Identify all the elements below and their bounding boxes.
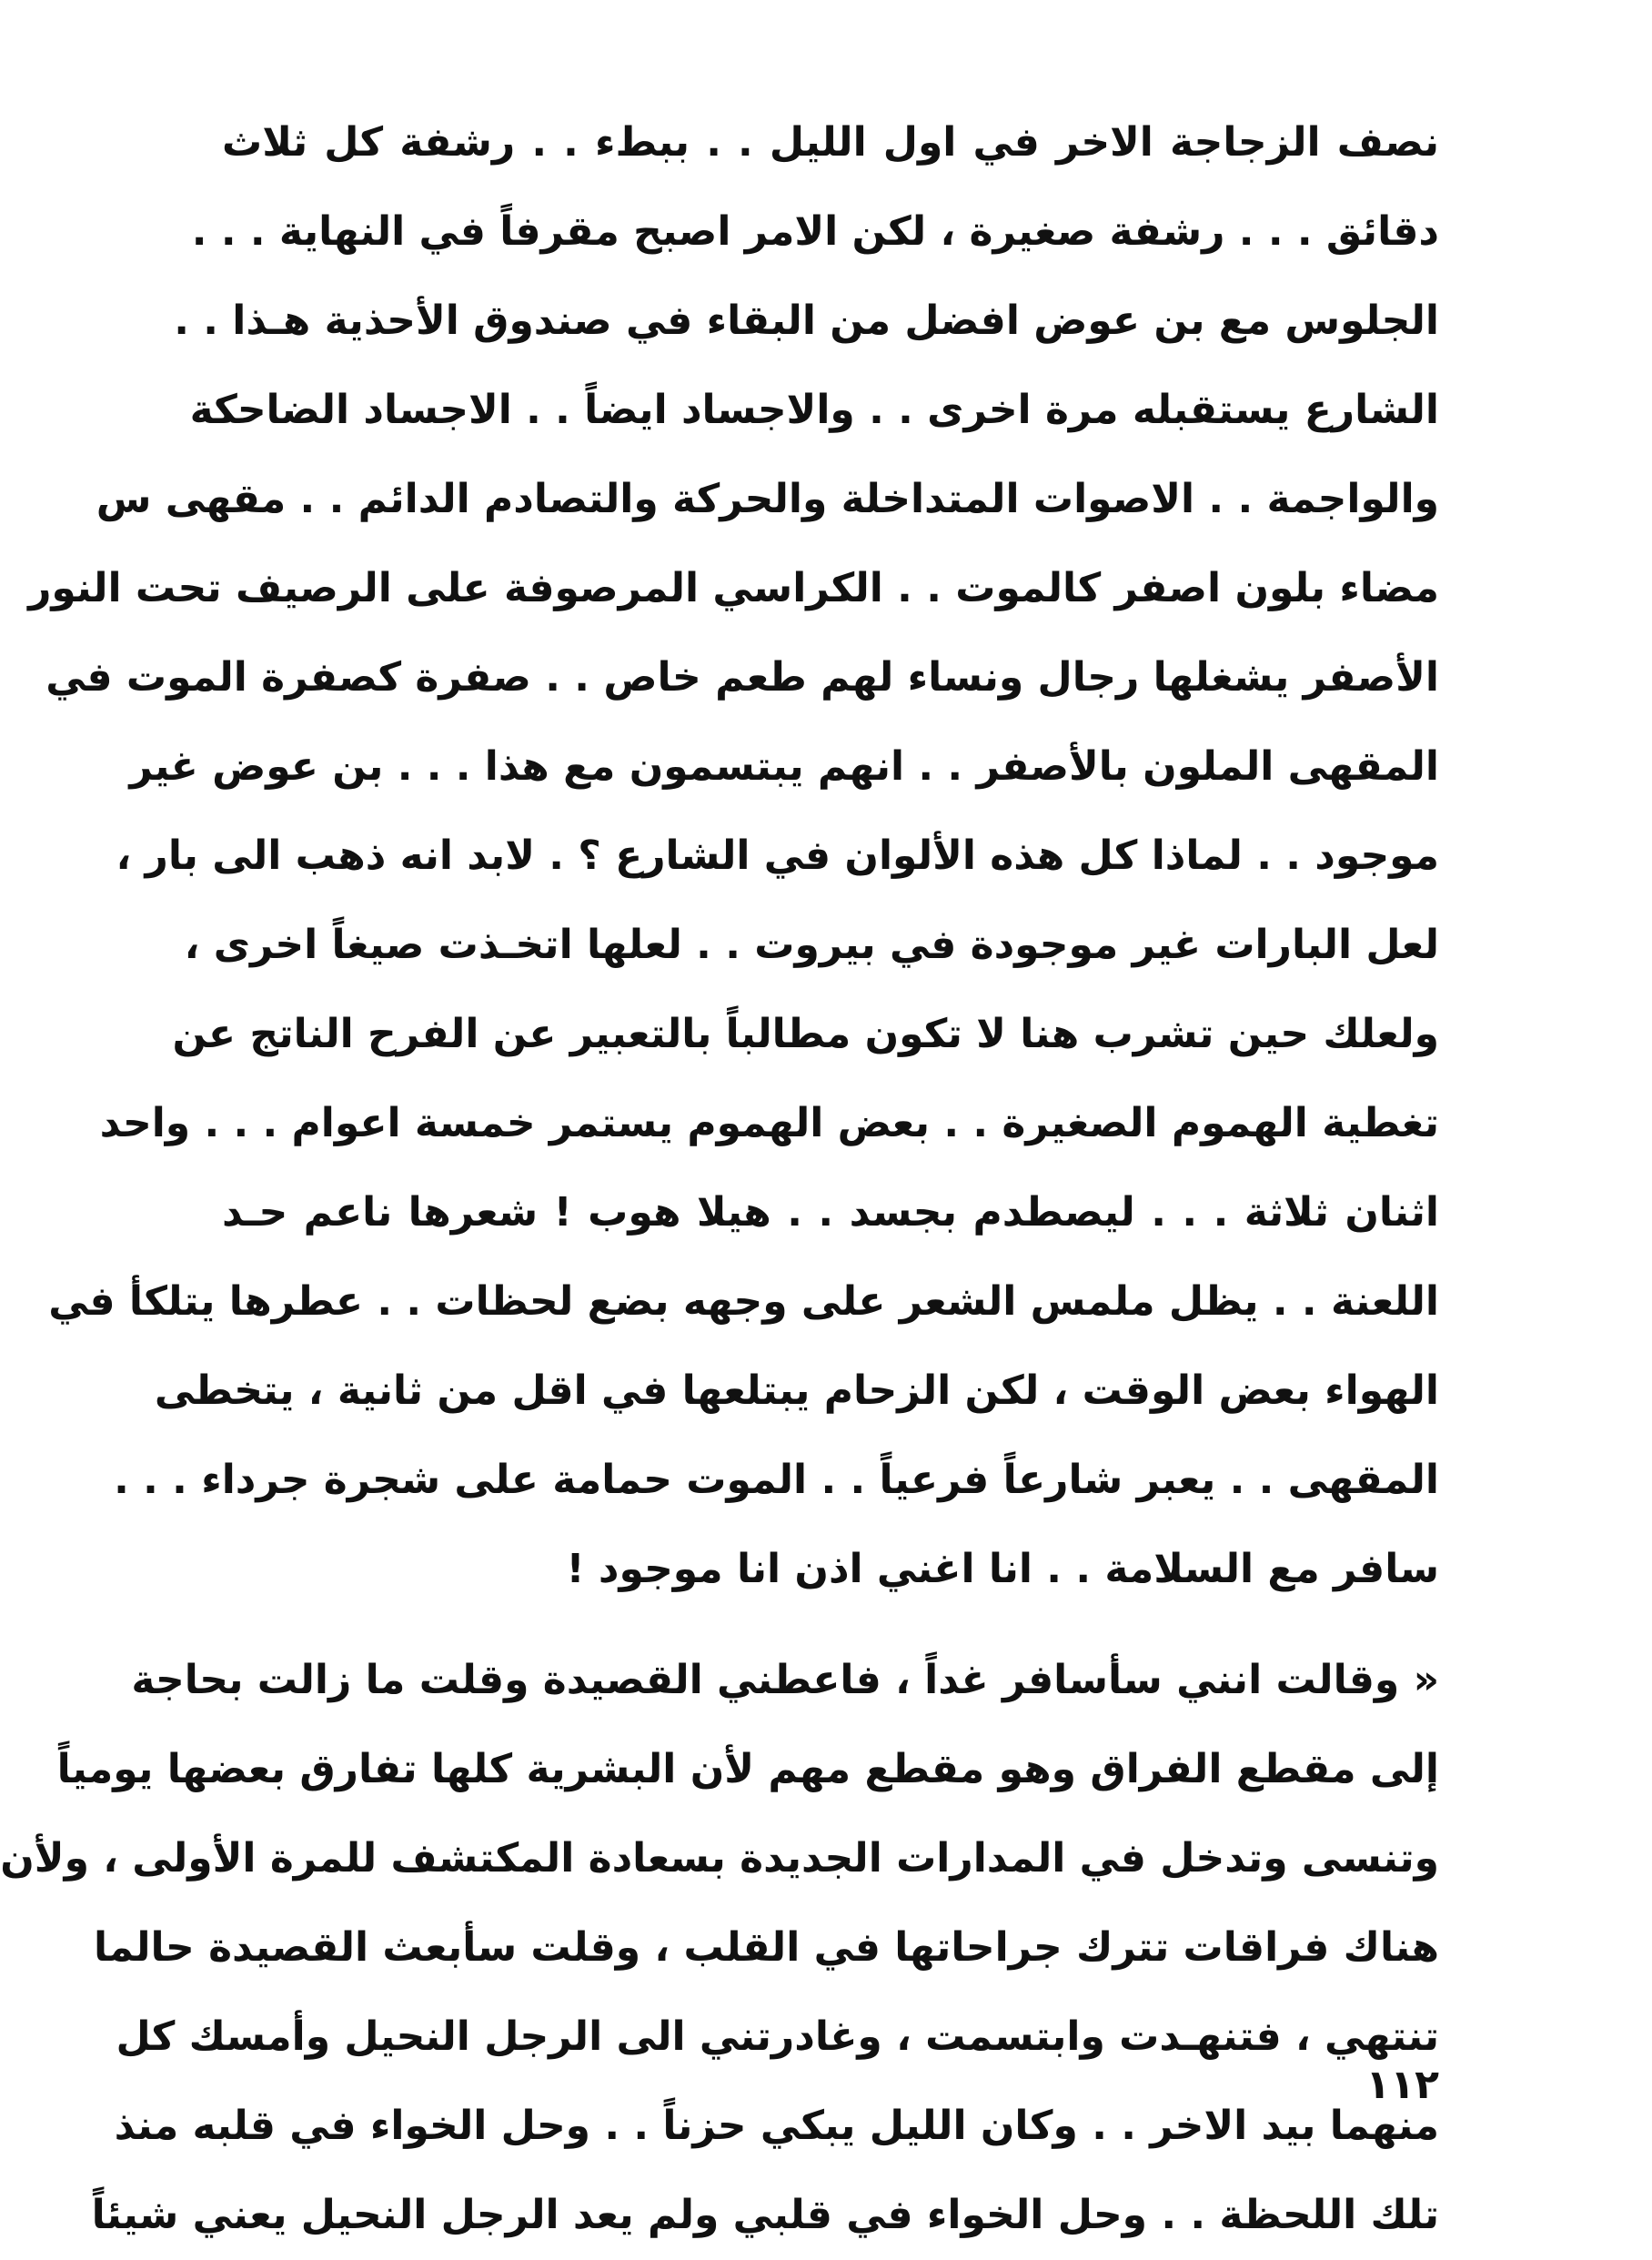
text-line: المقهى . . يعبر شارعاً فرعياً . . الموت حمامة على شجرة جرداء . . .: [114, 1457, 1439, 1503]
text-line: إلى مقطع الفراق وهو مقطع مهم لأن البشرية كلها تفارق بعضها يومياً: [56, 1746, 1439, 1792]
text-line: نصف الزجاجة الاخر في اول الليل . . ببطء . . رشفة كل ثلاث: [222, 119, 1439, 166]
text-line: والواجمة . . الاصوات المتداخلة والحركة والتصادم الدائم . . مقهى س: [96, 476, 1439, 522]
text-line: تغطية الهموم الصغيرة . . بعض الهموم يستمر خمسة اعوام . . . واحد: [99, 1100, 1439, 1146]
text-line: اللعنة . . يظل ملمس الشعر على وجهه بضع لحظات . . عطرها يتلكأ في: [48, 1278, 1439, 1325]
text-line: لعل البارات غير موجودة في بيروت . . لعلها اتخـذت صيغاً اخرى ،: [184, 922, 1439, 968]
paragraph-2: [0, 1636, 1439, 2260]
page-body: [0, 98, 1439, 2260]
text-line: منهما بيد الاخر . . وكان الليل يبكي حزناً . . وحل الخواء في قلبه منذ: [114, 2103, 1439, 2149]
page-number: ١١٢: [1365, 2062, 1439, 2108]
text-line: المقهى الملون بالأصفر . . انهم يبتسمون مع هذا . . . بن عوض غير: [129, 743, 1439, 790]
text-line: مضاء بلون اصفر كالموت . . الكراسي المرصوفة على الرصيف تحت النور: [28, 565, 1439, 611]
text-line: وتنسى وتدخل في المدارات الجديدة بسعادة المكتشف للمرة الأولى ، ولأن: [0, 1835, 1439, 1882]
text-line: الشارع يستقبله مرة اخرى . . والاجساد ايضاً . . الاجساد الضاحكة: [189, 387, 1439, 433]
text-line: الأصفر يشغلها رجال ونساء لهم طعم خاص . . صفرة كصفرة الموت في: [45, 654, 1439, 701]
text-line: تلك اللحظة . . وحل الخواء في قلبي ولم يعد الرجل النحيل يعني شيئاً: [91, 2192, 1439, 2238]
paragraph-1: [28, 98, 1439, 1614]
text-line: ولعلك حين تشرب هنا لا تكون مطالباً بالتعبير عن الفرح الناتج عن: [172, 1011, 1439, 1057]
text-line: هناك فراقات تترك جراحاتها في القلب ، وقلت سأبعث القصيدة حالما: [93, 1924, 1439, 1971]
text-line: تنتهي ، فتنهـدت وابتسمت ، وغادرتني الى الرجل النحيل وأمسك كل: [116, 2013, 1439, 2060]
text-line: « وقالت انني سأسافر غداً ، فاعطني القصيدة وقلت ما زالت بحاجة: [131, 1657, 1439, 1703]
text-line: موجود . . لماذا كل هذه الألوان في الشارع ؟ . لابد انه ذهب الى بار ،: [116, 832, 1439, 879]
text-line: الهواء بعض الوقت ، لكن الزحام يبتلعها في اقل من ثانية ، يتخطى: [154, 1367, 1439, 1414]
text-line: دقائق . . . رشفة صغيرة ، لكن الامر اصبح مقرفاً في النهاية . . .: [191, 208, 1439, 255]
text-line: اثنان ثلاثة . . . ليصطدم بجسد . . هيلا هوب ! شعرها ناعم حـد: [222, 1189, 1439, 1236]
paragraph-spacer: [222, 1614, 1439, 1636]
text-line: سافر مع السلامة . . انا اغني اذن انا موجود !: [566, 1546, 1439, 1592]
text-line: الجلوس مع بن عوض افضل من البقاء في صندوق الأحذية هـذا . .: [174, 298, 1439, 344]
